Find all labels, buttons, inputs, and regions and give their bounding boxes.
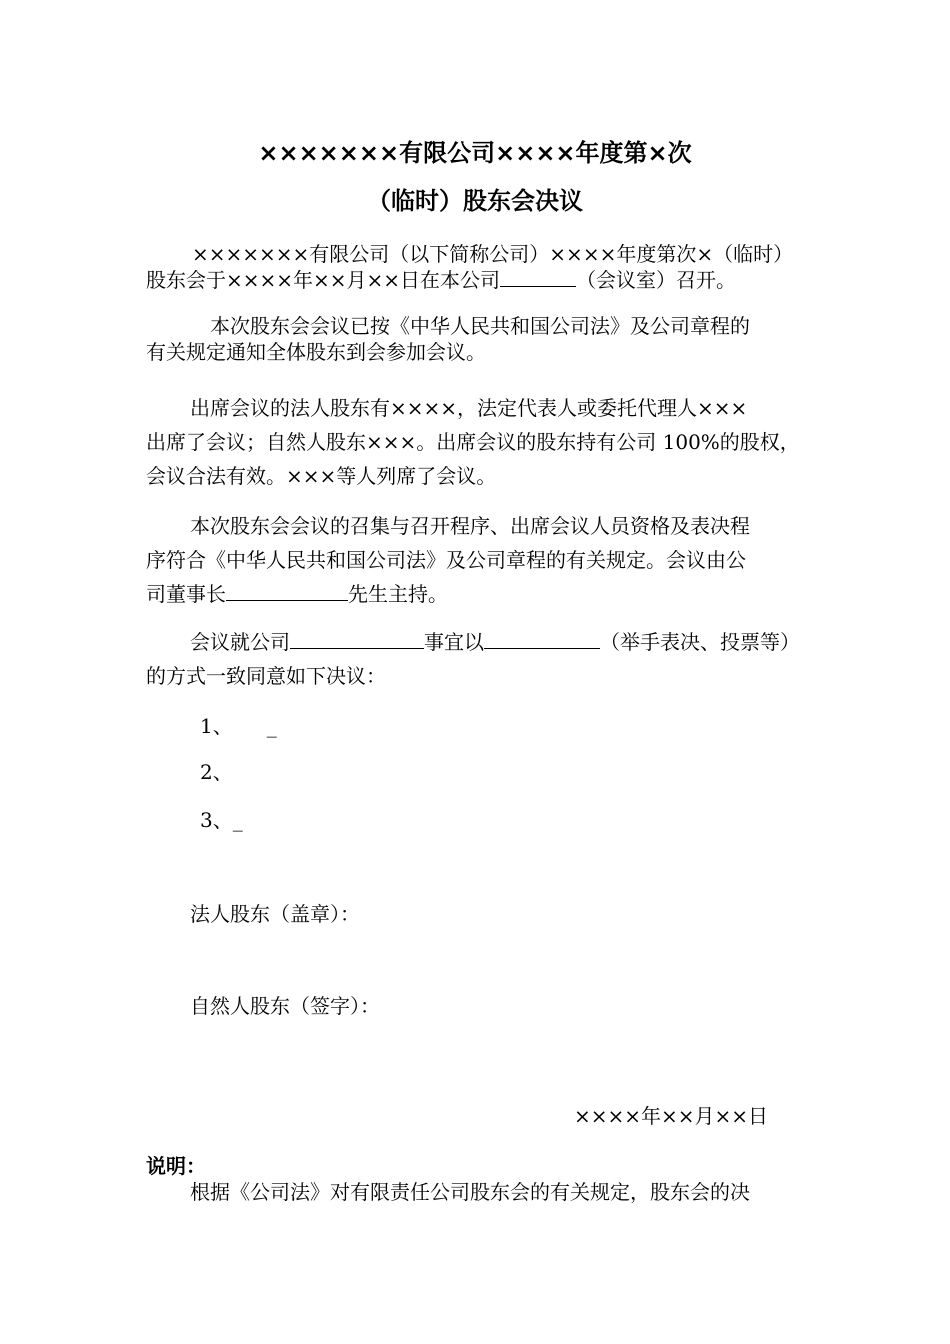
attendance-line1: 出席会议的法人股东有××××，法定代表人或委托代理人××× [190,396,748,420]
document-title-line1: ×××××××有限公司××××年度第×次 [258,139,692,167]
attendance-line3: 会议合法有效。×××等人列席了会议。 [146,464,497,488]
intro-line2-end: （会议室）召开。 [576,268,737,292]
list-item [200,760,233,784]
attendance-line2: 出席了会议；自然人股东×××。出席会议的股东持有公司 100%的股权， [146,430,800,454]
procedure-line3-end: 先生主持。 [348,582,448,606]
procedure-line3-text: 司董事长 [146,582,226,606]
list-item-suffix: _ [232,808,243,832]
document-title-line2: （临时）股东会决议 [367,187,583,215]
intro-line2-text: 股东会于××××年××月××日在本公司 [146,268,501,292]
list-item-label: 3、 [200,808,233,832]
notice-line1: 本次股东会会议已按《中华人民共和国公司法》及公司章程的 [210,314,750,338]
legal-shareholder-seal-label: 法人股东（盖章）： [190,902,360,926]
list-item-label: 2、 [200,760,233,784]
list-item [200,714,277,738]
voting-method-blank [484,630,600,649]
procedure-line3 [146,582,448,606]
notice-line2: 有关规定通知全体股东到会参加会议。 [146,340,486,364]
resolution-date: ××××年××月××日 [574,1104,769,1128]
natural-shareholder-signature-label: 自然人股东（签字）： [190,994,380,1018]
note-heading: 说明： [146,1154,206,1178]
list-item [200,808,243,832]
list-item-label: 1、 [200,714,233,738]
resolution-line1-text-a: 会议就公司 [190,630,290,654]
intro-line1: ×××××××有限公司（以下简称公司）××××年度第次×（临时） [192,242,794,266]
chairman-name-blank [226,582,348,601]
intro-line2 [146,268,736,292]
list-item-suffix: _ [266,714,277,738]
resolution-line1 [190,630,800,654]
procedure-line1: 本次股东会会议的召集与召开程序、出席会议人员资格及表决程 [190,514,750,538]
resolution-line1-text-b: 事宜以 [424,630,484,654]
matter-blank [290,630,424,649]
note-line1: 根据《公司法》对有限责任公司股东会的有关规定，股东会的决 [190,1180,750,1204]
resolution-line2: 的方式一致同意如下决议： [146,664,386,688]
procedure-line2: 序符合《中华人民共和国公司法》及公司章程的有关规定。会议由公 [146,548,746,572]
meeting-room-blank [500,268,576,287]
resolution-line1-text-c: （举手表决、投票等） [600,630,800,654]
